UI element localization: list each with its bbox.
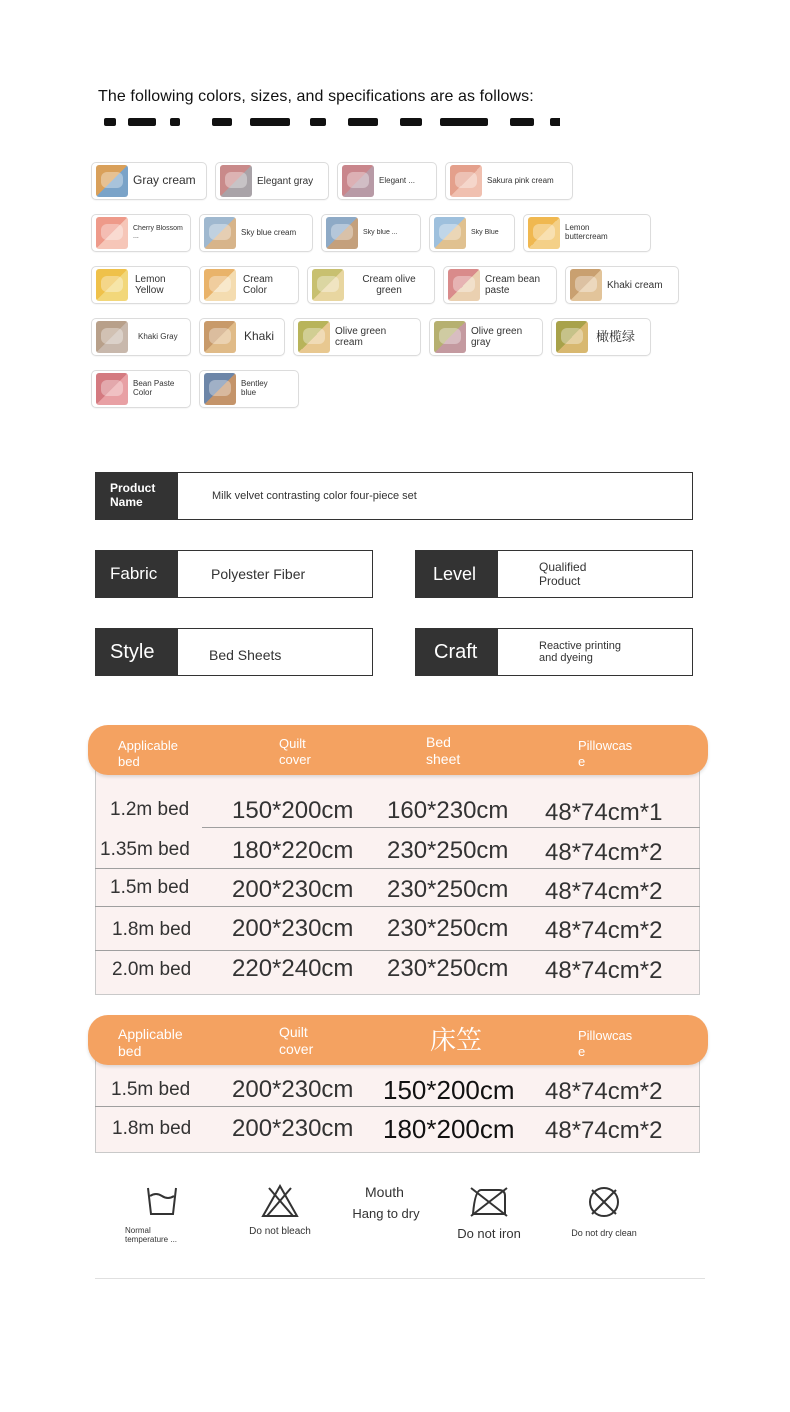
row-divider — [95, 950, 700, 951]
color-option[interactable] — [443, 266, 557, 304]
spec-value: Bed Sheets — [209, 647, 282, 663]
header-quilt-cover: Quilt cover — [279, 736, 311, 767]
table-cell: 180*200cm — [383, 1114, 515, 1144]
color-option[interactable] — [337, 162, 437, 200]
color-thumb — [450, 165, 482, 197]
color-label: Cream bean paste — [485, 274, 541, 296]
spec-key: Product Name — [96, 473, 178, 519]
intro-text: The following colors, sizes, and specifications are as follows: — [98, 88, 534, 105]
color-thumb — [556, 321, 588, 353]
header-applicable-bed: Applicable bed — [118, 738, 178, 769]
no-iron-icon — [467, 1184, 511, 1218]
color-label: Sakura pink cream — [487, 176, 554, 185]
header-fitted-sheet: 床笠 — [430, 1025, 483, 1055]
spec-value: Reactive printing and dyeing — [539, 639, 621, 664]
table-cell: 200*230cm — [232, 915, 354, 942]
spec-key: Style — [96, 629, 178, 675]
care-label: Do not dry clean — [571, 1228, 637, 1238]
color-thumb — [434, 321, 466, 353]
color-label: Bean Paste Color — [133, 380, 175, 397]
table-cell: 230*250cm — [387, 837, 509, 864]
color-option[interactable] — [445, 162, 573, 200]
footer-divider — [95, 1278, 705, 1279]
wash-tub-icon — [145, 1184, 179, 1218]
spec-level — [415, 550, 693, 598]
color-option[interactable] — [307, 266, 435, 304]
color-option[interactable] — [429, 214, 515, 252]
spec-style — [95, 628, 373, 676]
care-label: Do not bleach — [249, 1226, 311, 1237]
color-thumb — [434, 217, 466, 249]
color-label: Elegant gray — [257, 175, 314, 187]
table-cell: 1.5m bed — [111, 1079, 191, 1100]
color-thumb — [96, 269, 128, 301]
color-option[interactable] — [91, 214, 191, 252]
table-cell: 230*250cm — [387, 955, 509, 982]
table-cell: 150*200cm — [383, 1075, 515, 1105]
table-cell: 230*250cm — [387, 876, 509, 903]
color-label: Khaki Gray — [138, 332, 178, 341]
spec-value: Polyester Fiber — [211, 566, 306, 582]
table-cell: 1.35m bed — [100, 839, 190, 860]
color-thumb — [204, 217, 236, 249]
table-cell: 1.5m bed — [110, 877, 190, 898]
spec-value: Qualified Product — [539, 559, 587, 588]
color-thumb — [204, 269, 236, 301]
no-bleach-icon — [261, 1184, 299, 1218]
color-label: Cherry Blossom ... — [133, 225, 183, 240]
color-label: Cream Color — [243, 274, 274, 296]
color-option[interactable] — [91, 318, 191, 356]
color-label: Elegant ... — [379, 176, 416, 185]
spec-product-name — [95, 472, 693, 520]
color-label: Sky blue cream — [241, 228, 297, 237]
table-cell: 180*220cm — [232, 837, 354, 864]
care-label: Do not iron — [457, 1226, 521, 1241]
color-label: Sky blue ... — [363, 229, 398, 237]
header-pillowcase: Pillowcase — [578, 1028, 633, 1059]
table-cell: 200*230cm — [232, 1076, 354, 1103]
care-no-bleach — [240, 1184, 320, 1237]
row-divider — [202, 827, 700, 828]
spec-key: Fabric — [96, 551, 178, 597]
color-label: Cream olive green — [362, 274, 416, 296]
color-label: Khaki cream — [607, 279, 663, 291]
color-thumb — [204, 373, 236, 405]
color-option[interactable] — [523, 214, 651, 252]
color-option[interactable] — [293, 318, 421, 356]
color-label: Sky Blue — [471, 229, 499, 237]
color-option[interactable] — [91, 162, 207, 200]
spec-key: Level — [416, 551, 498, 597]
color-label: 橄榄绿 — [596, 329, 636, 344]
color-label: Olive green gray — [471, 326, 523, 348]
table-cell: 1.2m bed — [110, 799, 190, 820]
color-thumb — [528, 217, 560, 249]
color-label: Bentley blue — [241, 380, 268, 397]
care-label: Normal temperature ... — [125, 1226, 178, 1244]
decorative-cut-text — [100, 110, 560, 126]
care-label: Hang to dry — [352, 1206, 420, 1222]
header-applicable-bed: Applicable bed — [118, 1026, 183, 1059]
color-option[interactable] — [199, 370, 299, 408]
color-thumb — [326, 217, 358, 249]
color-label: Lemon buttercream — [565, 224, 608, 241]
care-no-dry-clean — [562, 1184, 646, 1238]
no-dry-clean-icon — [586, 1184, 622, 1220]
header-pillowcase: Pillowcase — [578, 738, 633, 769]
color-option[interactable] — [199, 266, 299, 304]
table-cell: 160*230cm — [387, 797, 509, 824]
color-option[interactable] — [551, 318, 651, 356]
header-quilt-cover: Quilt cover — [279, 1024, 314, 1057]
care-no-iron — [449, 1184, 529, 1241]
color-option[interactable] — [199, 318, 285, 356]
row-divider — [95, 1106, 700, 1107]
row-divider — [95, 868, 700, 869]
spec-key: Craft — [416, 629, 498, 675]
color-thumb — [570, 269, 602, 301]
size-table-1-header — [88, 725, 708, 775]
table-cell: 1.8m bed — [112, 919, 192, 940]
table-cell: 230*250cm — [387, 915, 509, 942]
spec-value: Milk velvet contrasting color four-piece set — [212, 490, 417, 502]
table-cell: 48*74cm*2 — [545, 878, 663, 905]
color-option[interactable] — [429, 318, 543, 356]
color-thumb — [96, 321, 128, 353]
header-bed-sheet: Bed sheet — [426, 734, 461, 767]
table-cell: 48*74cm*1 — [545, 799, 663, 826]
table-cell: 200*230cm — [232, 876, 354, 903]
spec-craft — [415, 628, 693, 676]
care-title: Mouth — [365, 1184, 404, 1200]
color-option[interactable] — [321, 214, 421, 252]
table-cell: 48*74cm*2 — [545, 917, 663, 944]
table-cell: 48*74cm*2 — [545, 839, 663, 866]
color-option[interactable] — [91, 266, 191, 304]
color-thumb — [342, 165, 374, 197]
color-thumb — [96, 217, 128, 249]
color-option[interactable] — [199, 214, 313, 252]
color-label: Olive green cream — [335, 326, 387, 348]
table-cell: 2.0m bed — [112, 959, 192, 980]
color-thumb — [312, 269, 344, 301]
color-option[interactable] — [565, 266, 679, 304]
size-table-2-header — [88, 1015, 708, 1065]
table-cell: 150*200cm — [232, 797, 354, 824]
color-label: Lemon Yellow — [135, 274, 166, 296]
table-cell: 48*74cm*2 — [545, 957, 663, 984]
color-option[interactable] — [91, 370, 191, 408]
care-normal-wash — [122, 1184, 202, 1244]
spec-fabric — [95, 550, 373, 598]
color-label: Khaki — [244, 330, 275, 344]
table-cell: 48*74cm*2 — [545, 1117, 663, 1144]
table-cell: 220*240cm — [232, 955, 354, 982]
color-thumb — [96, 165, 128, 197]
table-cell: 1.8m bed — [112, 1118, 192, 1139]
color-thumb — [96, 373, 128, 405]
color-thumb — [448, 269, 480, 301]
color-option[interactable] — [215, 162, 329, 200]
table-cell: 200*230cm — [232, 1115, 354, 1142]
color-thumb — [298, 321, 330, 353]
color-label: Gray cream — [133, 174, 196, 188]
row-divider — [95, 906, 700, 907]
color-thumb — [220, 165, 252, 197]
care-hang-dry — [346, 1184, 426, 1221]
color-thumb — [204, 321, 236, 353]
table-cell: 48*74cm*2 — [545, 1078, 663, 1105]
